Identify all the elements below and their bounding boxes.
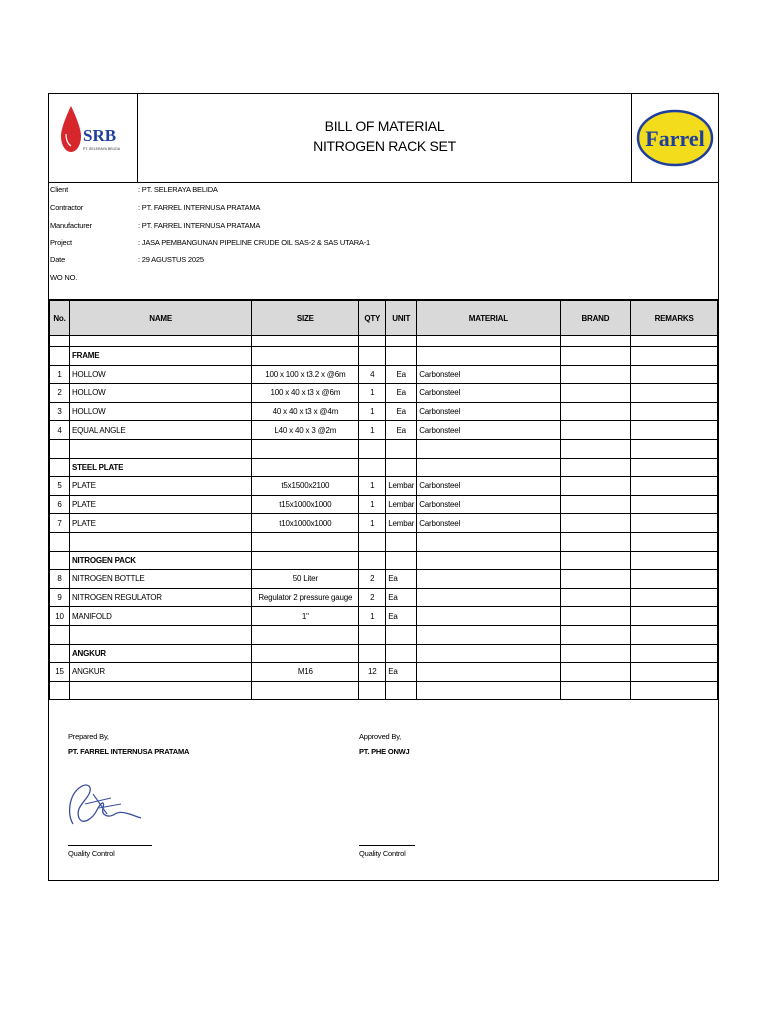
prepared-by-company: PT. FARREL INTERNUSA PRATAMA <box>68 747 190 756</box>
table-row <box>50 439 718 458</box>
section-label: ANGKUR <box>69 644 251 663</box>
srb-logo <box>49 94 138 182</box>
info-label: WO NO. <box>50 273 78 282</box>
approved-by-company: PT. PHE ONWJ <box>359 747 410 756</box>
approved-by-block <box>359 732 410 756</box>
srb-drop-icon <box>49 94 137 182</box>
info-value: : PT. FARREL INTERNUSA PRATAMA <box>138 221 261 230</box>
prepared-by-label: Prepared By, <box>68 732 109 741</box>
info-label: Project <box>50 238 72 247</box>
section-label: NITROGEN PACK <box>69 551 251 570</box>
table-row: 1 HOLLOW 100 x 100 x t3.2 x @6m 4 Ea Carbonsteel <box>50 365 718 384</box>
approved-by-role: Quality Control <box>359 849 406 858</box>
table-row: 15 ANGKUR M16 12 Ea <box>50 663 718 682</box>
info-value: : 29 AGUSTUS 2025 <box>138 255 204 264</box>
document-title <box>138 116 631 156</box>
table-row: 10 MANIFOLD 1" 1 Ea <box>50 607 718 626</box>
table-row: 8 NITROGEN BOTTLE 50 Liter 2 Ea <box>50 570 718 589</box>
table-row: 5 PLATE t5x1500x2100 1 Lembar Carbonsteel <box>50 477 718 496</box>
prepared-signature-line <box>68 845 152 846</box>
col-header: UNIT <box>386 301 417 336</box>
bom-table <box>49 300 718 700</box>
title-line-2: NITROGEN RACK SET <box>313 138 456 154</box>
col-header: MATERIAL <box>417 301 560 336</box>
info-label: Manufacturer <box>50 221 92 230</box>
signature-section <box>49 710 718 880</box>
table-header-row <box>50 301 718 336</box>
table-row: 7 PLATE t10x1000x1000 1 Lembar Carbonsteel <box>50 514 718 533</box>
prepared-by-role: Quality Control <box>68 849 115 858</box>
svg-text:Farrel: Farrel <box>645 126 705 151</box>
svg-text:PT. SELERAYA BELIDA: PT. SELERAYA BELIDA <box>83 147 121 151</box>
info-label: Contractor <box>50 203 84 212</box>
farrel-logo <box>631 94 718 182</box>
table-row: 2 HOLLOW 100 x 40 x t3 x @6m 1 Ea Carbonsteel <box>50 384 718 403</box>
col-header: QTY <box>359 301 386 336</box>
table-row <box>50 625 718 644</box>
col-header: SIZE <box>252 301 359 336</box>
section-row <box>50 347 718 366</box>
info-value: : JASA PEMBANGUNAN PIPELINE CRUDE OIL SAS-2 & SAS UTARA-1 <box>138 238 370 247</box>
document-header <box>49 94 718 183</box>
table-row: 4 EQUAL ANGLE L40 x 40 x 3 @2m 1 Ea Carbonsteel <box>50 421 718 440</box>
prepared-by-block <box>68 732 189 756</box>
title-line-1: BILL OF MATERIAL <box>324 118 445 134</box>
bill-of-material-sheet <box>48 93 719 881</box>
section-label: FRAME <box>69 347 251 366</box>
table-row <box>50 681 718 700</box>
svg-text:SRB: SRB <box>83 126 117 145</box>
table-row <box>50 336 718 347</box>
table-row: 9 NITROGEN REGULATOR Regulator 2 pressure gauge 2 Ea <box>50 588 718 607</box>
col-header: NAME <box>69 301 251 336</box>
col-header: BRAND <box>560 301 631 336</box>
approved-by-label: Approved By, <box>359 732 402 741</box>
col-header: No. <box>50 301 70 336</box>
table-row: 6 PLATE t15x1000x1000 1 Lembar Carbonsteel <box>50 495 718 514</box>
col-header: REMARKS <box>631 301 718 336</box>
section-row <box>50 458 718 477</box>
approved-signature-line <box>359 845 415 846</box>
handwritten-signature <box>63 774 153 840</box>
section-label: STEEL PLATE <box>69 458 251 477</box>
info-value: : PT. FARREL INTERNUSA PRATAMA <box>138 203 261 212</box>
info-value: : PT. SELERAYA BELIDA <box>138 185 218 194</box>
project-info <box>49 183 718 300</box>
section-row <box>50 644 718 663</box>
table-row: 3 HOLLOW 40 x 40 x t3 x @4m 1 Ea Carbonsteel <box>50 402 718 421</box>
section-row <box>50 551 718 570</box>
info-label: Client <box>50 185 68 194</box>
info-label: Date <box>50 255 66 264</box>
table-row <box>50 532 718 551</box>
